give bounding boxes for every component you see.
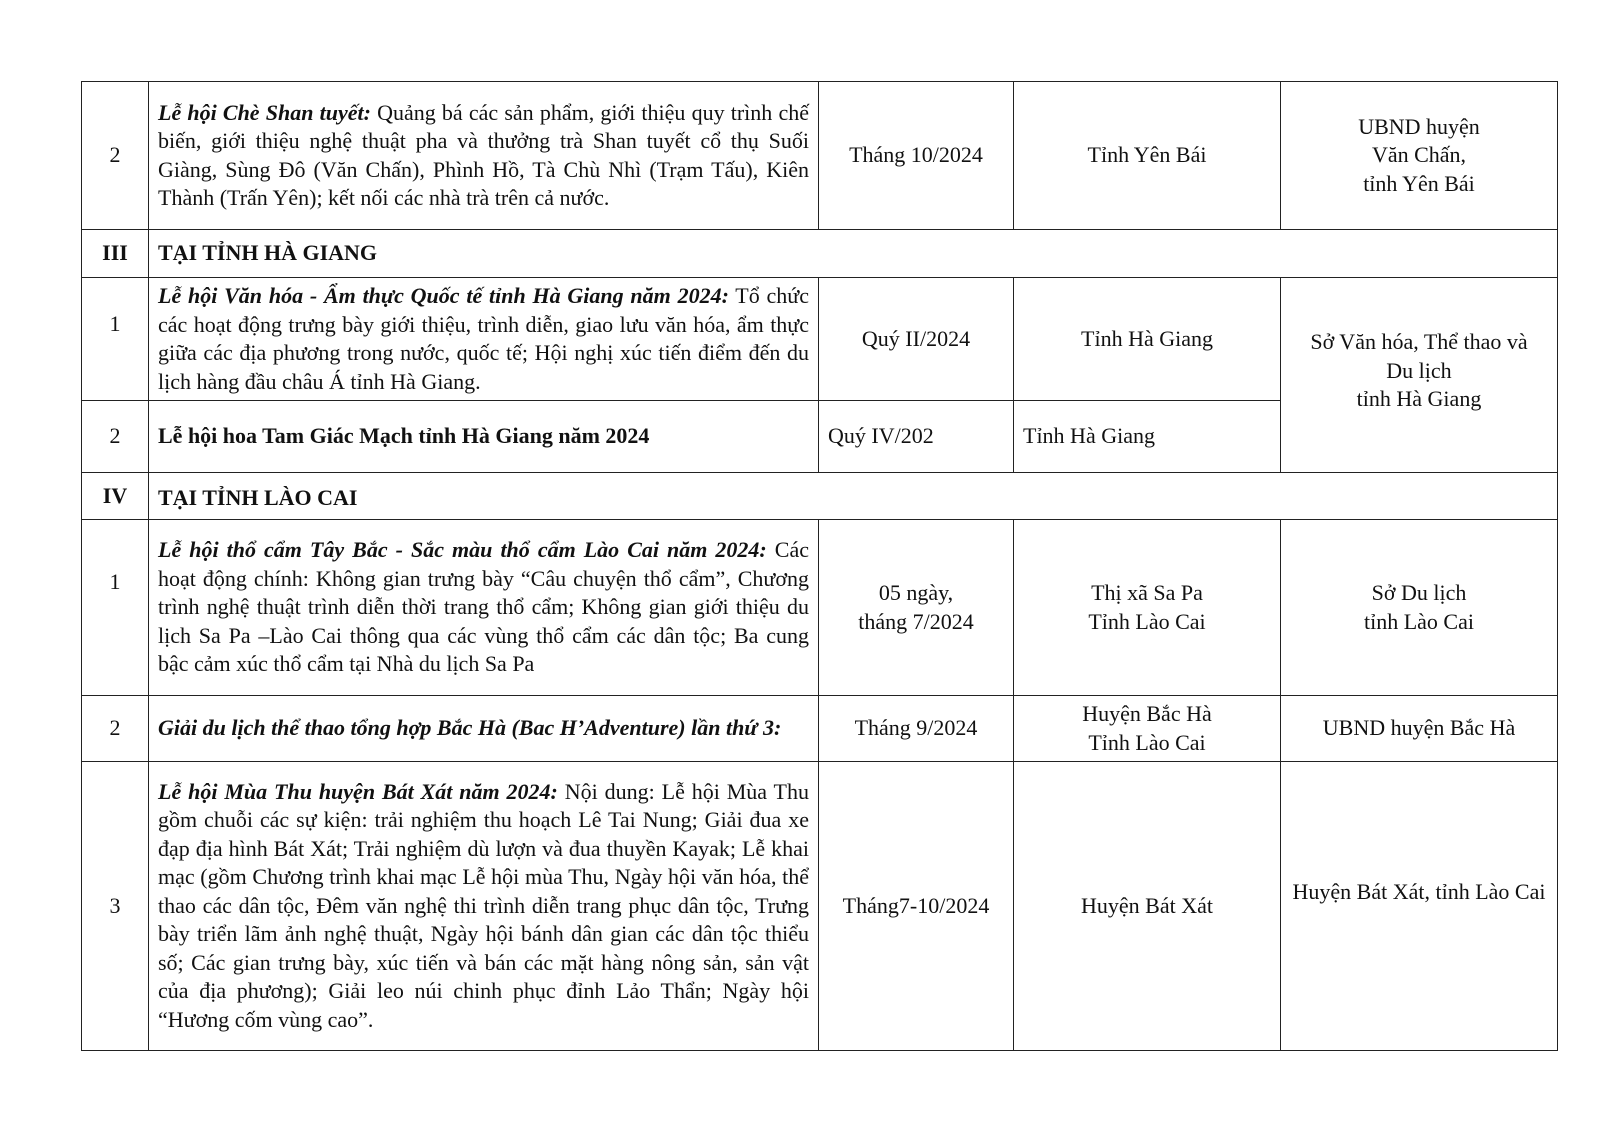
row-number: 1 [82, 520, 149, 696]
event-title: Lễ hội hoa Tam Giác Mạch tỉnh Hà Giang năm 2024 [149, 401, 819, 473]
events-table [81, 81, 1558, 1051]
table-row [82, 82, 1558, 230]
time-line: 05 ngày, [878, 580, 954, 605]
event-organizer [1281, 520, 1558, 696]
event-title: Lễ hội Chè Shan tuyết: [158, 99, 371, 125]
place-line: Tỉnh Lào Cai [1088, 729, 1206, 755]
event-organizer [1281, 278, 1558, 473]
event-description: Các hoạt động chính: Không gian trưng bày “Câu chuyện thổ cẩm”, Chương trình nghệ thuật trình diễn thời trang thổ cẩm; Không gian giới thiệu du lịch Sa Pa –Lào Cai thông qua các vùng thổ cẩm các dân tộc; Ba cung bậc cảm xúc thổ cẩm tại Nhà du lịch Sa Pa [158, 537, 810, 677]
row-number: 2 [82, 82, 149, 230]
table-row [82, 278, 1558, 401]
event-place: Tỉnh Hà Giang [1014, 401, 1281, 473]
section-number: IV [82, 473, 149, 520]
organizer-line: Sở Du lịch [1371, 580, 1467, 605]
event-time: Tháng7-10/2024 [819, 762, 1014, 1051]
section-number: III [82, 230, 149, 278]
organizer-line: Du lịch [1386, 357, 1452, 383]
event-title: Giải du lịch thể thao tổng hợp Bắc Hà (Bac H’Adventure) lần thứ 3: [149, 696, 819, 762]
organizer-line: tỉnh Lào Cai [1364, 608, 1474, 634]
event-organizer: UBND huyện Bắc Hà [1281, 696, 1558, 762]
row-number: 2 [82, 401, 149, 473]
section-title: TẠI TỈNH HÀ GIANG [149, 230, 1558, 278]
event-place: Tỉnh Yên Bái [1014, 82, 1281, 230]
table-row [82, 520, 1558, 696]
event-time: Tháng 10/2024 [819, 82, 1014, 230]
event-time: Quý II/2024 [819, 278, 1014, 401]
event-place [1014, 520, 1281, 696]
event-content [149, 278, 819, 401]
event-title: Lễ hội thổ cẩm Tây Bắc - Sắc màu thổ cẩm Lào Cai năm 2024: [158, 537, 767, 563]
place-line: Huyện Bắc Hà [1082, 701, 1212, 726]
event-time: Tháng 9/2024 [819, 696, 1014, 762]
event-organizer: Huyện Bát Xát, tỉnh Lào Cai [1281, 762, 1558, 1051]
time-line: tháng 7/2024 [858, 608, 974, 634]
place-line: Tỉnh Lào Cai [1088, 608, 1206, 634]
organizer-line: tỉnh Yên Bái [1363, 170, 1475, 196]
event-title: Lễ hội Mùa Thu huyện Bát Xát năm 2024: [158, 778, 558, 804]
event-title: Lễ hội Văn hóa - Ẩm thực Quốc tế tỉnh Hà Giang năm 2024: [158, 283, 729, 308]
event-place [1014, 696, 1281, 762]
event-description: Tổ chức các hoạt động trưng bày giới thiệu, trình diễn, giao lưu văn hóa, ẩm thực giữa các địa phương trong nước, quốc tế; Hội nghị xúc tiến điểm đến du lịch hàng đầu châu Á tỉnh Hà Giang. [158, 283, 809, 394]
organizer-line: UBND huyện [1358, 113, 1480, 139]
section-header-row [82, 473, 1558, 520]
event-place: Huyện Bát Xát [1014, 762, 1281, 1051]
organizer-line: Văn Chấn, [1371, 142, 1467, 168]
row-number: 3 [82, 762, 149, 1051]
event-content [149, 82, 819, 230]
event-description: Quảng bá các sản phẩm, giới thiệu quy trình chế biến, giới thiệu nghệ thuật pha và thưởng trà Shan tuyết cổ thụ Suối Giàng, Sùng Đô (Văn Chấn), Phình Hồ, Tà Chù Nhì (Trạm Tấu), Kiên Thành (Trấn Yên); kết nối các nhà trà trên cả nước. [158, 99, 809, 210]
event-content [149, 762, 819, 1051]
place-line: Thị xã Sa Pa [1091, 580, 1203, 605]
section-title: TẠI TỈNH LÀO CAI [149, 473, 1558, 520]
event-place: Tỉnh Hà Giang [1014, 278, 1281, 401]
section-header-row [82, 230, 1558, 278]
event-content [149, 520, 819, 696]
row-number: 2 [82, 696, 149, 762]
event-time: Quý IV/202 [819, 401, 1014, 473]
row-number: 1 [82, 278, 149, 401]
event-description: Nội dung: Lễ hội Mùa Thu gồm chuỗi các sự kiện: trải nghiệm thu hoạch Lê Tai Nung; Giải đua xe đạp địa hình Bát Xát; Trải nghiệm dù lượn và đua thuyền Kayak; Lễ khai mạc (gồm Chương trình khai mạc Lễ hội mùa Thu, Ngày hội văn hóa, thể thao các dân tộc, Đêm văn nghệ thi trình diễn trang phục dân tộc, Trưng bày triển lãm ảnh nghệ thuật, Ngày hội bánh dân gian các dân tộc thiểu số; Các gian trưng bày, xúc tiến và bán các mặt hàng nông sản, sản vật của địa phương); Giải leo núi chinh phục đỉnh Lảo Thẩn; Ngày hội “Hương cốm vùng cao”. [158, 778, 809, 1032]
organizer-line: tỉnh Hà Giang [1356, 386, 1482, 411]
event-time [819, 520, 1014, 696]
event-organizer [1281, 82, 1558, 230]
table-row [82, 762, 1558, 1051]
organizer-line: Sở Văn hóa, Thể thao và [1310, 329, 1528, 354]
table-row [82, 696, 1558, 762]
